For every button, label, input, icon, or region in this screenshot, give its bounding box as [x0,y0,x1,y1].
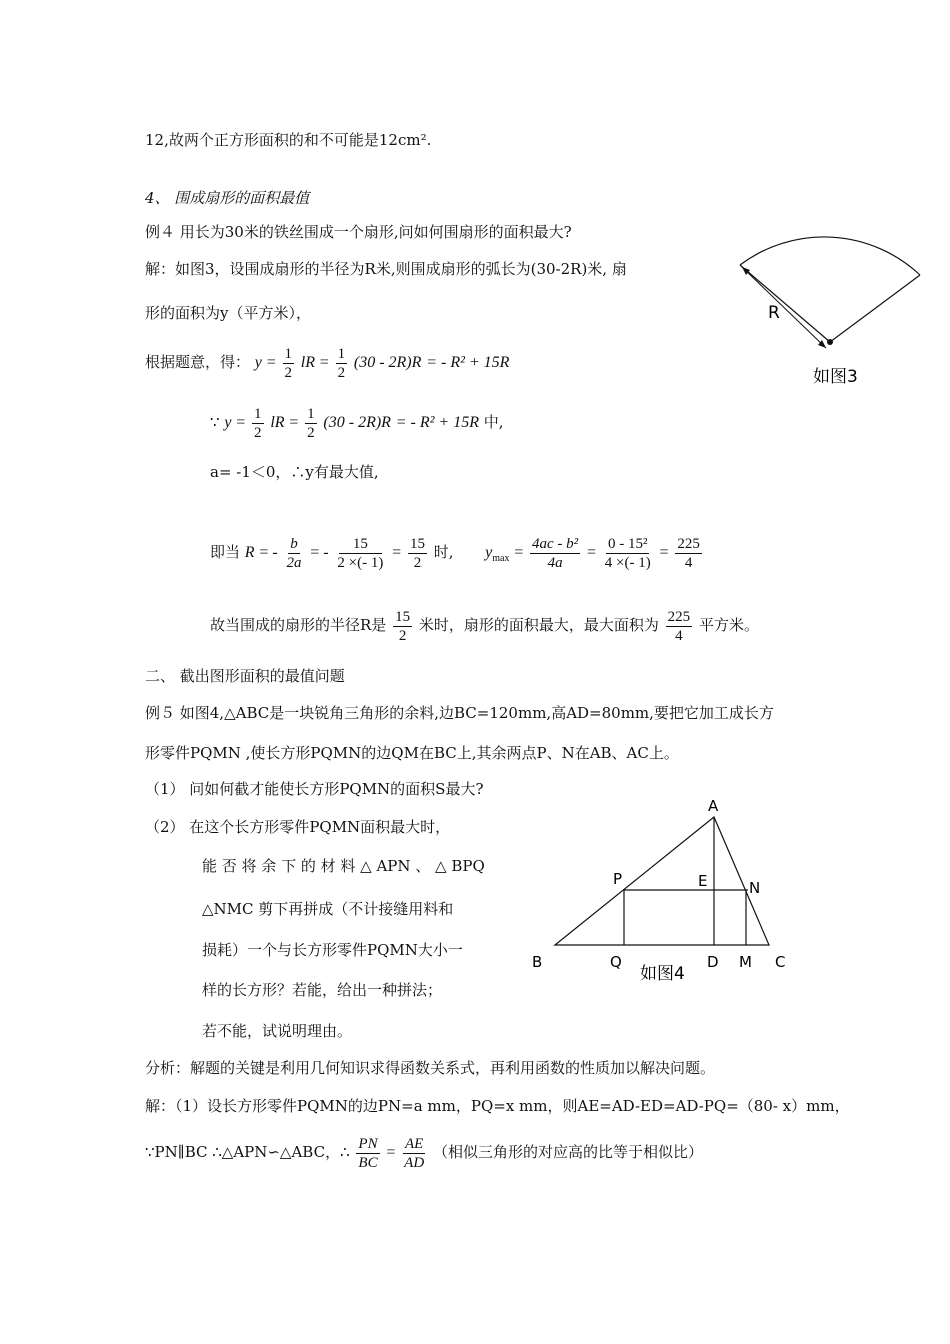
formula-eq: = [586,544,596,561]
label-A: A [708,797,719,815]
formula-eq: = [319,354,329,371]
fraction-num: 225 [667,608,691,625]
formula-line-3 [210,532,704,579]
solution-line-1: 解：如图3，设围成扇形的半径为R米,则围成扇形的弧长为(30-2R)米, 扇 [145,260,627,278]
fraction-15-2 [408,535,427,572]
question-1: （1） 问如何截才能使长方形PQMN的面积S最大? [145,780,484,798]
formula-rhs: = - R² + 15R [395,414,479,431]
fraction-den: 2 [337,364,346,381]
since-symbol: ∵ [210,413,220,431]
analysis-line: 分析：解题的关键是利用几何知识求得函数关系式，再利用函数的性质加以解决问题。 [145,1059,716,1077]
figure-3 [720,190,930,400]
fraction-den: 2a [286,554,302,571]
conclusion-mid: 米时，扇形的面积最大，最大面积为 [418,616,659,634]
formula-lR: lR [300,354,315,371]
example-5-line-2: 形零件PQMN ,使长方形PQMN的边QM在BC上,其余两点P、N在AB、AC上。 [145,744,679,762]
fraction-num: 1 [284,345,292,362]
fraction-area [666,608,693,645]
fraction-num: 1 [254,405,262,422]
label-R: R [768,303,780,323]
fraction-num: 15 [339,535,382,554]
fraction-AE-AD [402,1135,426,1172]
fraction-den: AD [404,1154,425,1171]
label-M: M [739,953,752,971]
question-2-line-5: 样的长方形？若能，给出一种拼法； [202,981,443,999]
figure-4 [520,795,800,995]
fraction-den: BC [358,1154,378,1171]
question-2-line-6: 若不能，试说明理由。 [202,1022,353,1040]
fraction-den: 4 [684,554,693,571]
formula-line-1 [145,344,509,382]
formula-R: R [244,544,255,561]
formula-y: y [254,354,262,371]
fraction-num: 15 [409,535,425,552]
fraction-den: 2 ×(- 1) [337,554,384,571]
triangle-ABC [555,817,769,945]
fraction-result [675,535,702,572]
intro-line: 12,故两个正方形面积的和不可能是12cm². [145,131,432,149]
fraction-num: b [290,535,298,552]
solution-5-suffix: （相似三角形的对应高的比等于相似比） [432,1143,703,1161]
solution-5-line-2 [145,1132,703,1173]
fraction-num: AE [405,1135,424,1152]
question-2-line-3: △NMC 剪下再拼成（不计接缝用料和 [202,900,454,918]
label-P: P [613,870,623,888]
fraction-den: 4a [547,554,563,571]
formula-neg: = - [310,544,329,561]
since-suffix: 中, [483,413,504,431]
figure-4-caption: 如图4 [640,964,685,984]
fraction-num: 1 [337,345,346,362]
fraction-num: PN [358,1135,378,1152]
formula-prefix: 根据题意，得： [145,353,251,371]
label-D: D [707,953,719,971]
conclusion-suffix: 平方米。 [698,616,759,634]
example-4: 例４ 用长为30米的铁丝围成一个扇形,问如何围扇形的面积最大? [145,223,572,241]
fraction-PN-BC [356,1135,379,1172]
label-N: N [749,879,761,897]
formula-ymax [485,544,510,565]
dimension-line [742,267,826,348]
question-2-line-4: 损耗）一个与长方形零件PQMN大小一 [202,941,463,959]
formula-eq: = [392,544,402,561]
when-mid: 时, [433,543,454,561]
sector-radius-left [740,265,830,342]
fraction-den: 2 [413,554,422,571]
formula-eq: = [236,414,246,431]
sector-radius-right [830,275,920,342]
formula-eq: = [289,414,299,431]
fraction-num: 15 [395,608,411,625]
solution-line-2: 形的面积为y（平方米）， [145,304,311,322]
fraction-radius [393,608,412,645]
fraction-den: 2 [398,627,407,644]
section-heading: 4、 围成扇形的面积最值 [145,189,310,207]
fraction-den: 2 [254,424,262,441]
fraction-den: 4 [675,627,683,644]
fraction-b-2a [285,535,304,572]
fraction-den: 2 [307,424,315,441]
formula-neg: = - [259,544,278,561]
solution-5-prefix: ∵PN∥BC ∴△APN∽△ABC，∴ [145,1143,350,1161]
solution-5-line-1: 解：（1）设长方形零件PQMN的边PN=a mm，PQ=x mm，则AE=AD-ED=AD-PQ=（80- x）mm， [145,1097,850,1115]
conclusion-prefix: 故当围成的扇形的半径R是 [210,616,387,634]
fraction-half [336,345,348,382]
question-2-line-2: 能 否 将 余 下 的 材 料 △ APN 、 △ BPQ [202,857,485,875]
label-B: B [532,953,543,971]
fraction-eq: = [386,1144,396,1161]
formula-eq: = [659,544,669,561]
a-line: a= -1＜0，∴y有最大值, [210,463,379,481]
formula-eq: = [266,354,276,371]
when-prefix: 即当 [210,543,241,561]
fraction-half [283,345,295,382]
fraction-den: 2 [284,364,292,381]
ymax-y: y [485,544,493,561]
figure-3-caption: 如图3 [813,367,858,387]
formula-rhs: = - R² + 15R [426,354,510,371]
formula-line-2 [210,404,504,442]
label-Q: Q [610,953,622,971]
label-C: C [775,953,786,971]
formula-expr: (30 - 2R)R [353,354,422,371]
fraction-calc [603,535,653,572]
formula-eq: = [514,544,524,561]
fraction-num: 225 [677,535,700,552]
fraction-15 [335,535,385,572]
fraction-num: 1 [307,405,315,422]
sector-arc [740,237,920,275]
question-2-line-1: （2） 在这个长方形零件PQMN面积最大时， [145,818,451,836]
example-5-line-1: 例５ 如图4,△ABC是一块锐角三角形的余料,边BC=120mm,高AD=80mm,要把它加工成长方 [145,704,774,722]
ymax-sub: max [492,553,510,565]
fraction-half [305,405,317,442]
fraction-num: 0 - 15² [607,535,648,552]
label-E: E [698,872,708,890]
formula-y: y [224,414,232,431]
fraction-half [252,405,264,442]
fraction-den: 4 ×(- 1) [604,554,651,571]
section-2-heading: 二、 截出图形面积的最值问题 [145,667,345,685]
formula-expr: (30 - 2R)R [323,414,391,431]
fraction-vertex [530,535,580,572]
sector-center-dot [827,339,833,345]
formula-lR: lR [270,414,285,431]
conclusion-line [210,605,759,645]
fraction-num: 4ac - b² [532,535,579,552]
